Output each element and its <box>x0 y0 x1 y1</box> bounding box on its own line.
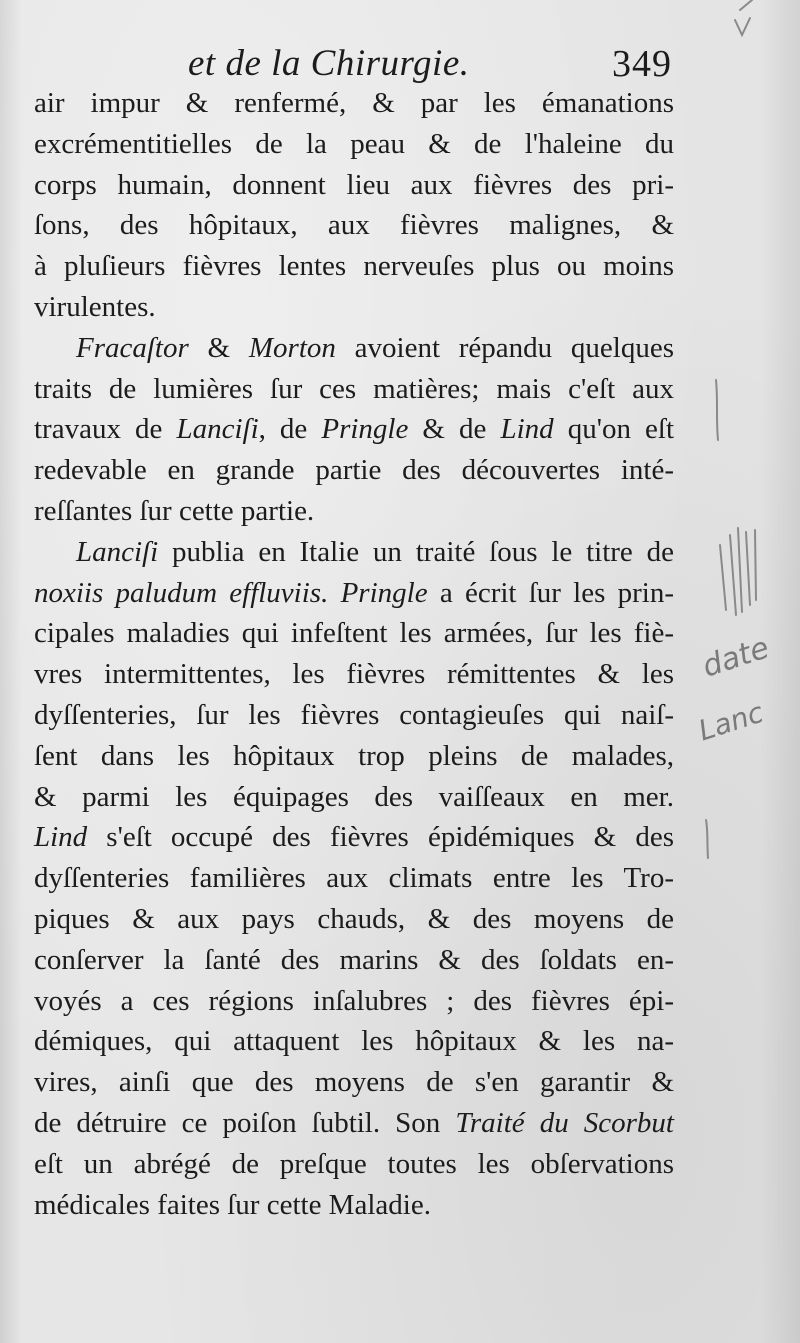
text-line <box>34 409 674 450</box>
text-run: qu'on eſt <box>553 413 674 446</box>
text-line: air impur & renfermé, & par les émanations <box>34 87 674 119</box>
text-line: piques & aux pays chauds, & des moyens de <box>34 902 674 935</box>
page-number: 349 <box>612 43 672 85</box>
running-title: et de la Chirurgie. <box>188 43 470 84</box>
text-line: ſent dans les hôpitaux trop pleins de malades, <box>34 739 674 772</box>
text-line: reſſantes ſur cette partie. <box>34 494 315 527</box>
text-run: avoient répandu quelques <box>335 331 675 364</box>
text-line: traits de lumières ſur ces matières; mais c'eſt aux <box>34 372 674 405</box>
text-line <box>34 532 674 573</box>
margin-note-2: Lanc <box>694 695 768 748</box>
text-line: & parmi les équipages des vaiſſeaux en mer. <box>34 780 674 813</box>
margin-annotations <box>680 0 800 1343</box>
italic-name: Lanciſi <box>76 535 159 568</box>
text-run: a écrit ſur les prin- <box>427 576 675 609</box>
text-line: médicales faites ſur cette Maladie. <box>34 1188 431 1221</box>
text-line: virulentes. <box>34 290 156 323</box>
text-run: & de <box>408 413 501 446</box>
text-run: travaux de <box>34 413 177 446</box>
text-line: redevable en grande partie des découvertes inté- <box>34 454 674 487</box>
text-line: dyſſenteries familières aux climats entre les Tro- <box>34 862 674 895</box>
italic-name: Fracaſtor <box>76 331 189 364</box>
italic-name: Morton <box>248 331 336 364</box>
text-line: démiques, qui attaquent les hôpitaux & les na- <box>34 1025 674 1058</box>
italic-name: Lind <box>34 821 88 854</box>
text-line: corps humain, donnent lieu aux fièvres des pri- <box>34 168 674 201</box>
text-line: vres intermittentes, les fièvres rémittentes & les <box>34 658 674 691</box>
text-line: ſons, des hôpitaux, aux fièvres malignes, & <box>34 209 674 242</box>
text-run: de détruire ce poiſon ſubtil. Son <box>34 1106 456 1139</box>
text-line: voyés a ces régions inſalubres ; des fièvres épi- <box>34 984 674 1017</box>
text-run: s'eſt occupé des fièvres épidémiques & des <box>87 821 674 854</box>
text-line: excrémentitielles de la peau & de l'haleine du <box>34 127 674 160</box>
body-text <box>34 83 674 1225</box>
text-line: cipales maladies qui infeſtent les armées, ſur les fiè- <box>34 617 674 650</box>
italic-name: Lind <box>500 413 554 446</box>
text-line: à pluſieurs fièvres lentes nerveuſes plus ou moins <box>34 250 674 283</box>
text-line <box>34 328 674 369</box>
text-run: , de <box>258 413 322 446</box>
text-line: vires, ainſi que des moyens de s'en garantir & <box>34 1066 674 1099</box>
text-line: conſerver la ſanté des marins & des ſoldats en- <box>34 943 674 976</box>
text-line <box>34 817 674 858</box>
italic-name: noxiis paludum effluviis. Pringle <box>34 576 428 609</box>
text-line: dyſſenteries, ſur les fièvres contagieuſes qui naiſ- <box>34 698 674 731</box>
italic-name: Pringle <box>321 413 409 446</box>
text-run: & <box>188 331 249 364</box>
text-line <box>34 1103 674 1144</box>
text-line: eſt un abrégé de preſque toutes les obſervations <box>34 1147 674 1180</box>
text-run: publia en Italie un traité ſous le titre de <box>158 535 674 568</box>
margin-note-1: date <box>698 630 774 685</box>
italic-name: Lanciſi <box>176 413 259 446</box>
text-line <box>34 573 674 614</box>
italic-name: Traité du Scorbut <box>455 1106 674 1139</box>
